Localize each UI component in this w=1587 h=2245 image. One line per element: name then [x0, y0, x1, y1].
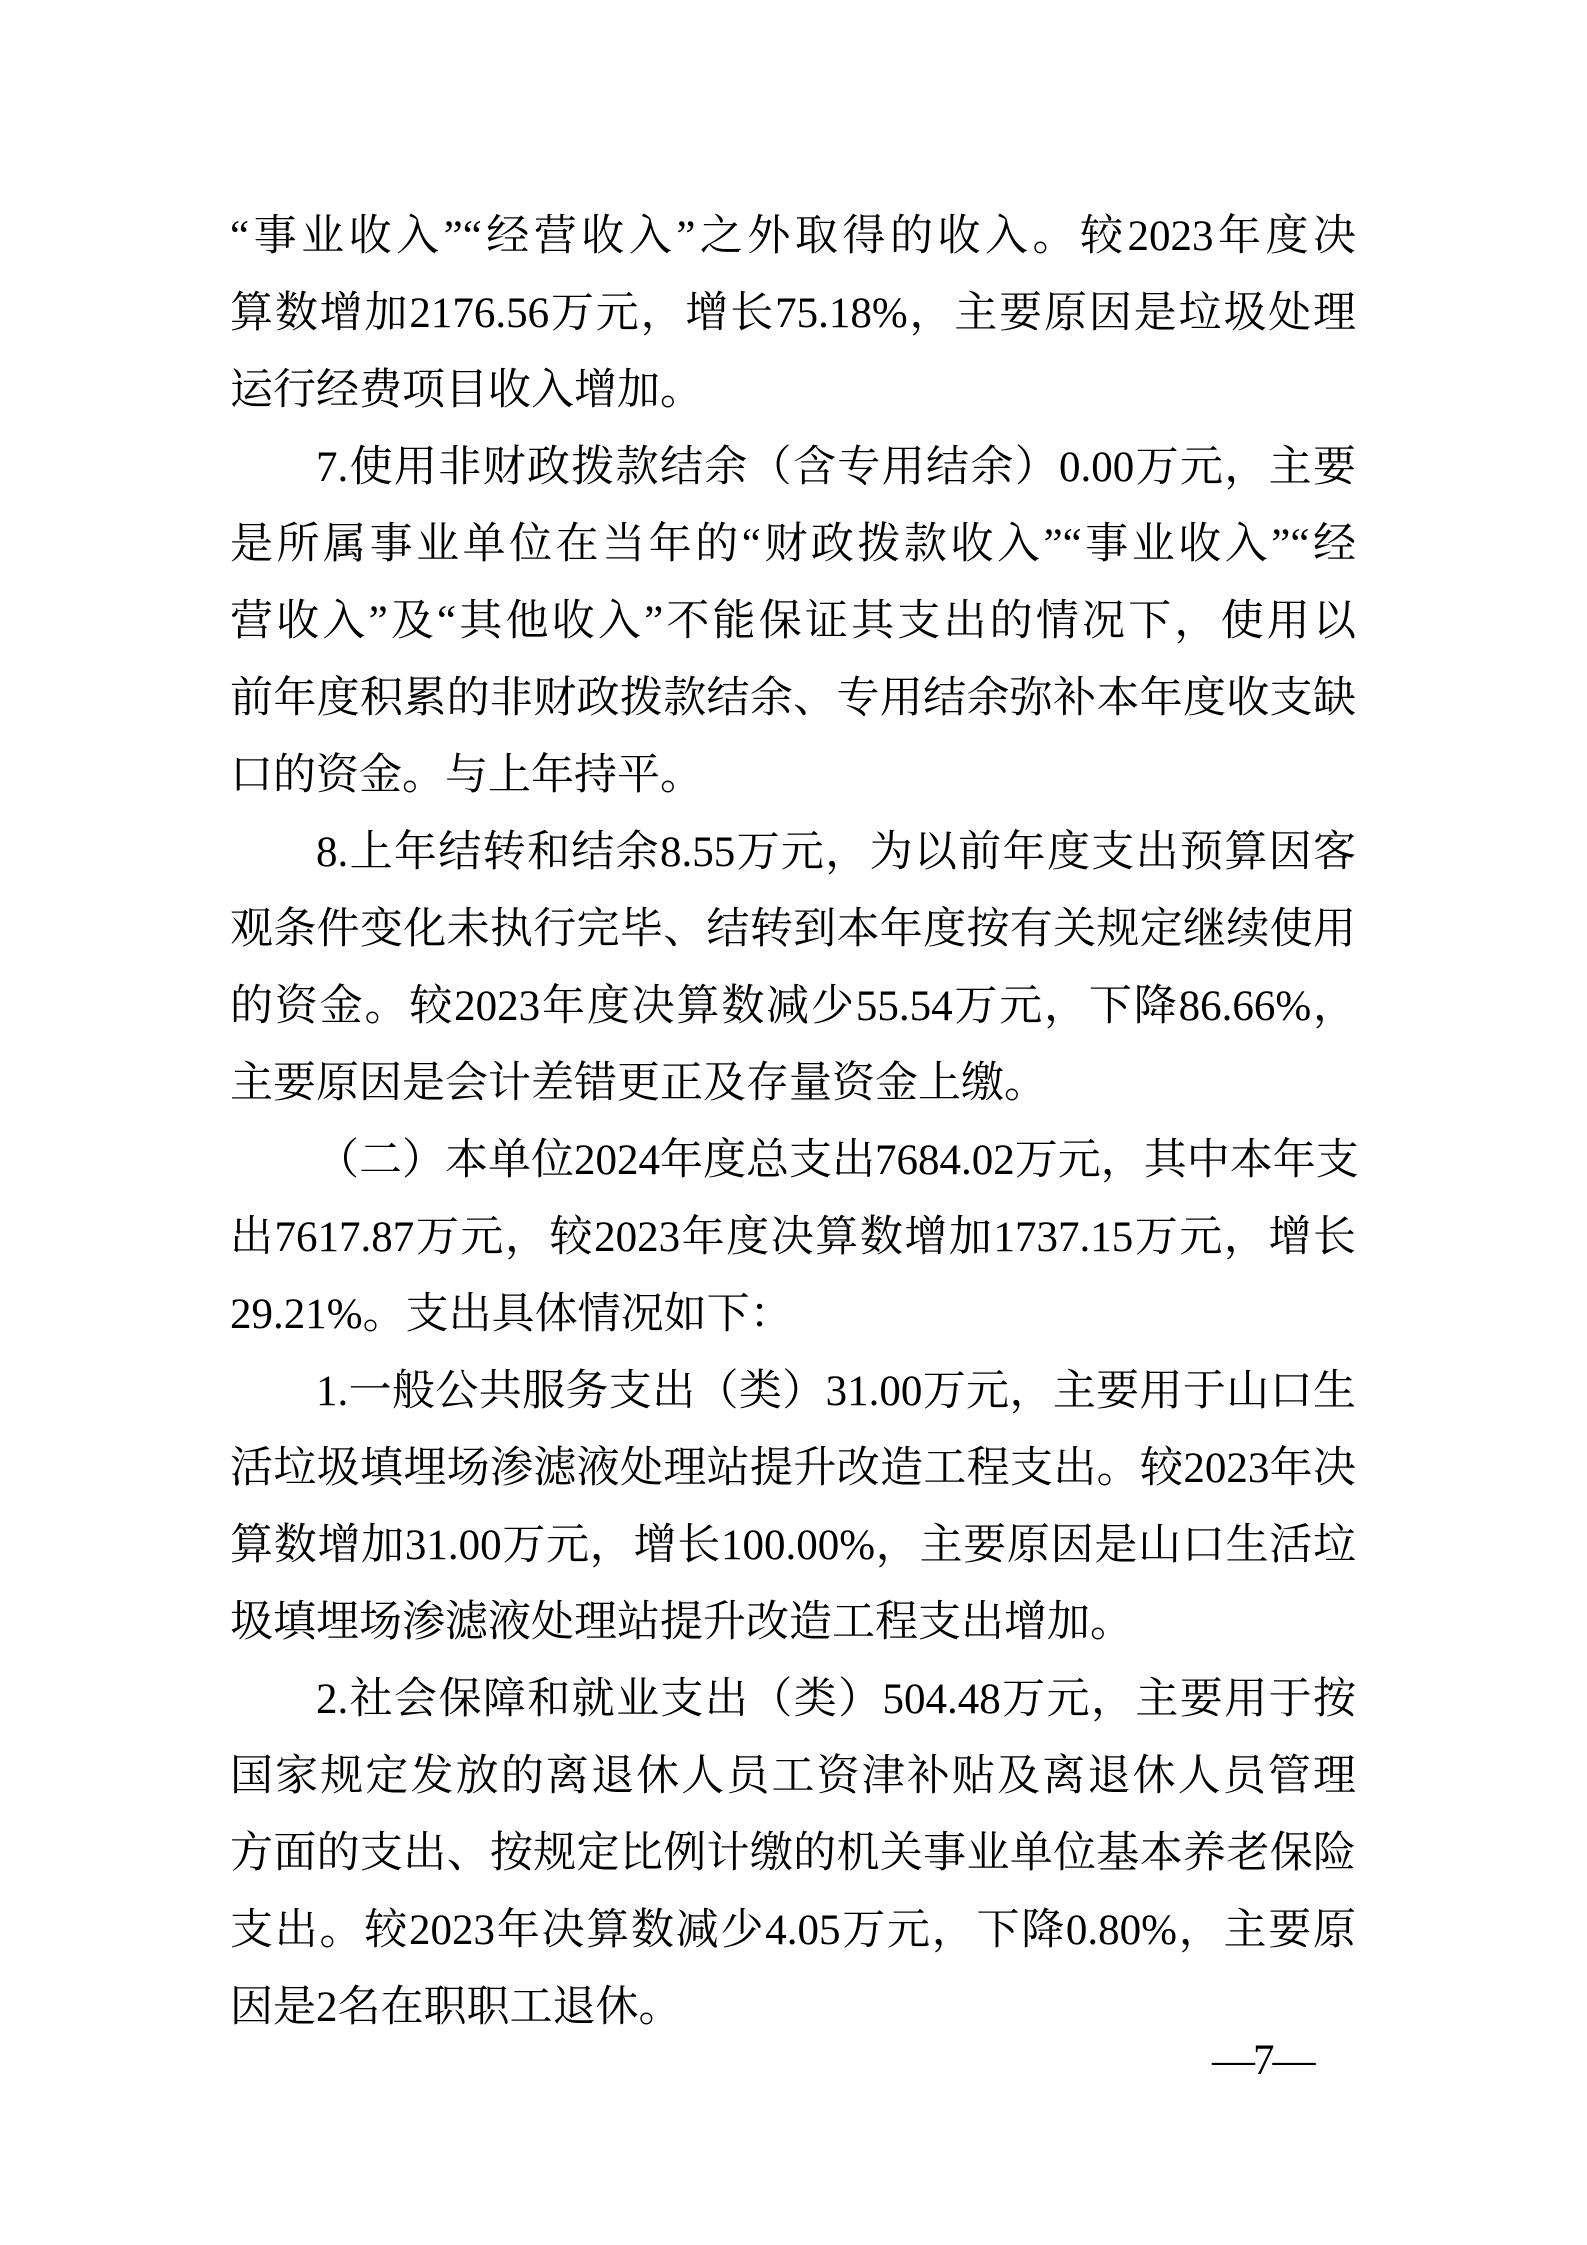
- paragraph: [230, 1661, 1356, 2046]
- paragraph: [230, 198, 1356, 429]
- paragraph: [230, 429, 1356, 814]
- text-line: 支出。较2023年决算数减少4.05万元，下降0.80%，主要原: [230, 1907, 1356, 1954]
- paragraph: [230, 1122, 1359, 1353]
- text-line: “事业收入”“经营收入”之外取得的收入。较2023年度决: [230, 213, 1356, 260]
- text-line: 出7617.87万元，较2023年度决算数增加1737.15万元，增长: [230, 1214, 1356, 1261]
- document-body: [230, 198, 1359, 2046]
- text-line: 口的资金。与上年持平。: [230, 752, 703, 799]
- text-line: 运行经费项目收入增加。: [230, 367, 703, 414]
- text-line: 29.21%。支出具体情况如下：: [230, 1291, 793, 1338]
- text-line: 前年度积累的非财政拨款结余、专用结余弥补本年度收支缺: [230, 675, 1356, 722]
- text-line: 因是2名在职职工退休。: [230, 1984, 682, 2031]
- text-line: 主要原因是会计差错更正及存量资金上缴。: [230, 1060, 1047, 1107]
- text-line: 营收入”及“其他收入”不能保证其支出的情况下，使用以: [230, 598, 1356, 645]
- text-line: 1.一般公共服务支出（类）31.00万元，主要用于山口生: [316, 1368, 1356, 1415]
- text-line: （二）本单位2024年度总支出7684.02万元，其中本年支: [316, 1137, 1359, 1184]
- text-line: 观条件变化未执行完毕、结转到本年度按有关规定继续使用: [230, 906, 1356, 953]
- text-line: 圾填埋场渗滤液处理站提升改造工程支出增加。: [230, 1599, 1133, 1646]
- text-line: 7.使用非财政拨款结余（含专用结余）0.00万元，主要: [316, 444, 1356, 491]
- text-line: 2.社会保障和就业支出（类）504.48万元，主要用于按: [316, 1676, 1356, 1723]
- page-number: —7—: [1212, 2037, 1314, 2084]
- paragraph: [230, 1353, 1356, 1661]
- text-line: 算数增加31.00万元，增长100.00%，主要原因是山口生活垃: [230, 1522, 1356, 1569]
- text-line: 方面的支出、按规定比例计缴的机关事业单位基本养老保险: [230, 1830, 1356, 1877]
- text-line: 是所属事业单位在当年的“财政拨款收入”“事业收入”“经: [230, 521, 1356, 568]
- text-line: 算数增加2176.56万元，增长75.18%，主要原因是垃圾处理: [230, 290, 1356, 337]
- text-line: 的资金。较2023年度决算数减少55.54万元，下降86.66%，: [230, 983, 1356, 1030]
- text-line: 国家规定发放的离退休人员工资津补贴及离退休人员管理: [230, 1753, 1356, 1800]
- text-line: 活垃圾填埋场渗滤液处理站提升改造工程支出。较2023年决: [230, 1445, 1356, 1492]
- text-line: 8.上年结转和结余8.55万元，为以前年度支出预算因客: [316, 829, 1356, 876]
- paragraph: [230, 814, 1356, 1122]
